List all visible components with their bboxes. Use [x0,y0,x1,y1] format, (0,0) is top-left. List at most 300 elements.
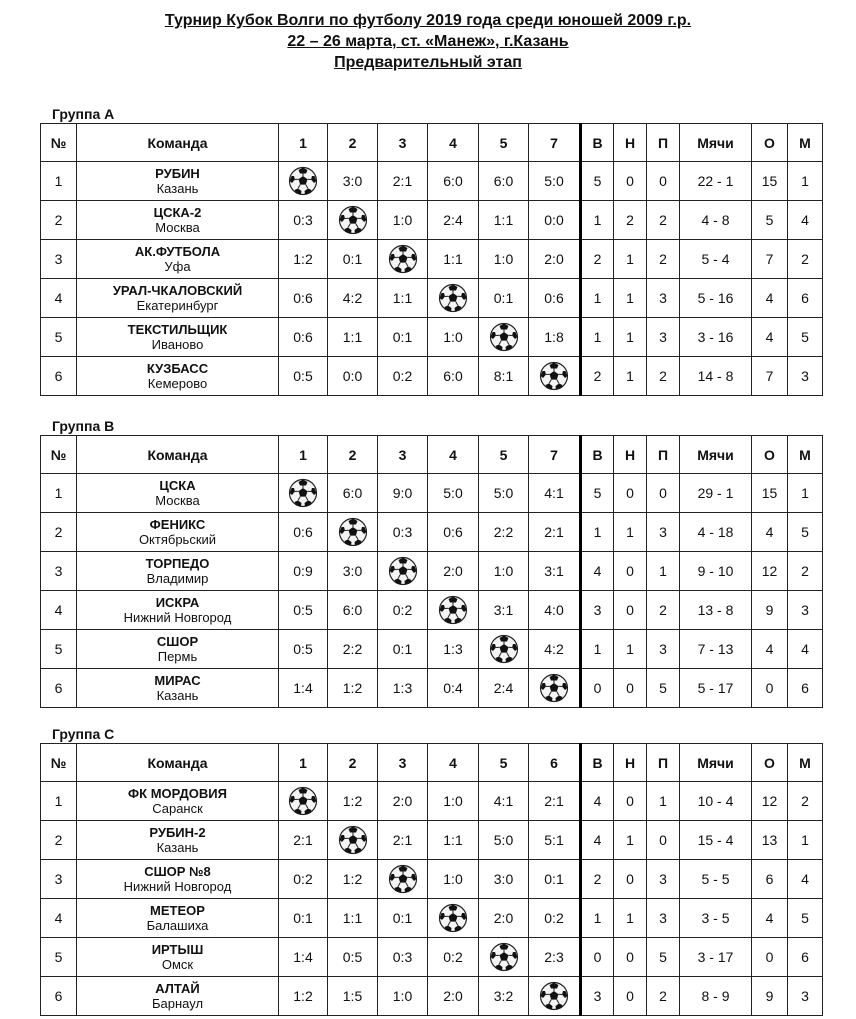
soccer-ball-icon [288,478,318,508]
match-score-cell: 1:0 [378,201,428,240]
match-score-cell: 2:1 [378,821,428,860]
match-score-cell: 6:0 [479,162,529,201]
tournament-title: Турнир Кубок Волги по футболу 2019 года среди юношей 2009 г.р. [164,12,692,29]
team-city: Нижний Новгород [123,879,232,894]
losses-cell: 3 [647,860,680,899]
match-score-cell: 2:1 [279,821,328,860]
match-score-cell: 1:1 [428,821,479,860]
points-cell: 0 [752,669,788,708]
match-score-cell: 0:3 [378,938,428,977]
team-name: АК.ФУТБОЛА [134,244,221,259]
column-header: 5 [479,744,529,782]
column-header: 3 [378,436,428,474]
match-score-cell: 8:1 [479,357,529,396]
soccer-ball-icon [539,981,569,1011]
column-header: О [752,436,788,474]
table-row [41,240,823,279]
team-city: Москва [155,220,200,235]
match-score-cell: 0:6 [279,513,328,552]
match-score-cell: 0:1 [378,630,428,669]
match-score-cell: 0:6 [279,279,328,318]
column-header: 4 [428,124,479,162]
team-city: Казань [156,181,199,196]
match-score-cell [279,782,328,821]
match-score-cell [529,357,581,396]
team-cell [77,552,279,591]
points-cell: 12 [752,782,788,821]
soccer-ball-icon [489,634,519,664]
team-city: Уфа [164,259,191,274]
goals-cell: 5 - 17 [680,669,752,708]
match-score-cell: 1:2 [279,240,328,279]
team-cell [77,938,279,977]
points-cell: 4 [752,318,788,357]
wins-cell: 2 [581,357,614,396]
column-header: М [788,124,823,162]
team-cell [77,591,279,630]
points-cell: 9 [752,591,788,630]
place-cell: 5 [788,318,823,357]
team-cell [77,630,279,669]
losses-cell: 2 [647,240,680,279]
goals-cell: 5 - 16 [680,279,752,318]
soccer-ball-icon [489,322,519,352]
soccer-ball-icon [489,942,519,972]
team-number-cell: 6 [41,977,77,1016]
draws-cell: 0 [614,860,647,899]
team-number-cell: 1 [41,162,77,201]
column-header: Мячи [680,744,752,782]
column-header: Мячи [680,124,752,162]
place-cell: 2 [788,552,823,591]
column-header: № [41,436,77,474]
match-score-cell: 0:5 [279,591,328,630]
team-cell [77,821,279,860]
team-number-cell: 4 [41,899,77,938]
points-cell: 4 [752,513,788,552]
draws-cell: 1 [614,279,647,318]
match-score-cell: 1:2 [328,860,378,899]
team-cell [77,162,279,201]
column-header: Команда [77,124,279,162]
table-row [41,474,823,513]
match-score-cell: 0:3 [279,201,328,240]
points-cell: 0 [752,938,788,977]
group-standings-table [40,743,823,1016]
wins-cell: 2 [581,240,614,279]
match-score-cell: 4:0 [529,591,581,630]
wins-cell: 1 [581,513,614,552]
column-header: 7 [529,436,581,474]
match-score-cell [279,474,328,513]
column-header: П [647,124,680,162]
match-score-cell [479,630,529,669]
wins-cell: 0 [581,938,614,977]
match-score-cell: 6:0 [428,162,479,201]
column-header: Н [614,124,647,162]
table-row [41,552,823,591]
group-title: Группа С [52,726,115,742]
place-cell: 3 [788,591,823,630]
goals-cell: 13 - 8 [680,591,752,630]
points-cell: 5 [752,201,788,240]
table-header-row [41,436,823,474]
team-name: ЦСКА-2 [153,205,202,220]
wins-cell: 1 [581,899,614,938]
match-score-cell: 0:6 [279,318,328,357]
table-row [41,630,823,669]
soccer-ball-icon [539,361,569,391]
match-score-cell: 2:2 [479,513,529,552]
match-score-cell: 2:4 [428,201,479,240]
match-score-cell: 1:1 [479,201,529,240]
points-cell: 15 [752,162,788,201]
match-score-cell [378,240,428,279]
match-score-cell: 6:0 [328,474,378,513]
goals-cell: 3 - 5 [680,899,752,938]
team-cell [77,782,279,821]
team-name: ТЕКСТИЛЬЩИК [127,322,228,337]
match-score-cell [328,821,378,860]
team-city: Иваново [151,337,204,352]
soccer-ball-icon [288,786,318,816]
table-row [41,899,823,938]
wins-cell: 1 [581,630,614,669]
team-name: МЕТЕОР [150,903,205,918]
match-score-cell: 0:1 [328,240,378,279]
match-score-cell: 9:0 [378,474,428,513]
match-score-cell: 1:2 [328,669,378,708]
column-header: 2 [328,436,378,474]
group-title: Группа В [52,418,115,434]
wins-cell: 4 [581,782,614,821]
team-cell [77,860,279,899]
match-score-cell: 3:0 [479,860,529,899]
match-score-cell: 1:5 [328,977,378,1016]
goals-cell: 22 - 1 [680,162,752,201]
column-header: 5 [479,124,529,162]
place-cell: 6 [788,938,823,977]
column-header: № [41,744,77,782]
team-name: ТОРПЕДО [145,556,210,571]
document-header [0,10,856,73]
team-cell [77,474,279,513]
match-score-cell: 2:0 [428,977,479,1016]
place-cell: 2 [788,782,823,821]
draws-cell: 1 [614,821,647,860]
match-score-cell: 2:3 [529,938,581,977]
team-number-cell: 4 [41,279,77,318]
column-header: 7 [529,124,581,162]
draws-cell: 0 [614,591,647,630]
team-cell [77,513,279,552]
match-score-cell: 0:0 [529,201,581,240]
draws-cell: 1 [614,240,647,279]
losses-cell: 0 [647,474,680,513]
team-name: СШОР [156,634,199,649]
match-score-cell [428,279,479,318]
goals-cell: 4 - 18 [680,513,752,552]
match-score-cell: 0:4 [428,669,479,708]
losses-cell: 3 [647,513,680,552]
points-cell: 6 [752,860,788,899]
match-score-cell [279,162,328,201]
team-number-cell: 5 [41,938,77,977]
match-score-cell: 2:1 [378,162,428,201]
points-cell: 7 [752,240,788,279]
match-score-cell: 1:3 [378,669,428,708]
goals-cell: 7 - 13 [680,630,752,669]
losses-cell: 3 [647,279,680,318]
match-score-cell: 1:3 [428,630,479,669]
goals-cell: 29 - 1 [680,474,752,513]
column-header: 5 [479,436,529,474]
points-cell: 13 [752,821,788,860]
losses-cell: 2 [647,201,680,240]
team-city: Екатеринбург [136,298,219,313]
team-city: Омск [161,957,194,972]
match-score-cell: 1:1 [328,899,378,938]
match-score-cell [428,591,479,630]
team-city: Саранск [152,801,203,816]
points-cell: 4 [752,279,788,318]
column-header: Н [614,744,647,782]
team-number-cell: 5 [41,318,77,357]
match-score-cell [328,513,378,552]
losses-cell: 5 [647,669,680,708]
match-score-cell [529,977,581,1016]
match-score-cell: 5:1 [529,821,581,860]
losses-cell: 1 [647,782,680,821]
column-header: В [581,124,614,162]
team-cell [77,977,279,1016]
draws-cell: 0 [614,938,647,977]
losses-cell: 5 [647,938,680,977]
tournament-dates-venue: 22 – 26 марта, ст. «Манеж», г.Казань [287,33,569,50]
column-header: 1 [279,744,328,782]
soccer-ball-icon [338,517,368,547]
draws-cell: 0 [614,162,647,201]
losses-cell: 2 [647,977,680,1016]
team-name: ФЕНИКС [149,517,206,532]
goals-cell: 10 - 4 [680,782,752,821]
match-score-cell: 0:1 [479,279,529,318]
match-score-cell: 4:1 [479,782,529,821]
team-number-cell: 4 [41,591,77,630]
team-name: СШОР №8 [144,864,211,879]
place-cell: 4 [788,860,823,899]
team-city: Владимир [146,571,209,586]
match-score-cell: 1:0 [378,977,428,1016]
place-cell: 5 [788,513,823,552]
match-score-cell: 0:1 [378,318,428,357]
soccer-ball-icon [438,283,468,313]
column-header: Н [614,436,647,474]
column-header: 4 [428,744,479,782]
match-score-cell: 0:5 [279,630,328,669]
soccer-ball-icon [438,595,468,625]
team-number-cell: 3 [41,860,77,899]
table-header-row [41,124,823,162]
wins-cell: 1 [581,201,614,240]
points-cell: 7 [752,357,788,396]
column-header: О [752,744,788,782]
draws-cell: 2 [614,201,647,240]
match-score-cell [378,552,428,591]
match-score-cell: 0:2 [378,357,428,396]
match-score-cell: 0:1 [378,899,428,938]
match-score-cell: 1:4 [279,938,328,977]
wins-cell: 3 [581,591,614,630]
match-score-cell: 4:2 [529,630,581,669]
column-header: Мячи [680,436,752,474]
match-score-cell: 0:1 [279,899,328,938]
place-cell: 1 [788,474,823,513]
match-score-cell: 1:0 [479,552,529,591]
match-score-cell: 1:0 [428,860,479,899]
stage-title: Предварительный этап [334,54,522,71]
table-row [41,357,823,396]
match-score-cell: 0:5 [328,938,378,977]
table-row [41,201,823,240]
goals-cell: 5 - 4 [680,240,752,279]
team-name: ФК МОРДОВИЯ [128,786,227,801]
losses-cell: 1 [647,552,680,591]
place-cell: 3 [788,977,823,1016]
goals-cell: 3 - 16 [680,318,752,357]
table-row [41,977,823,1016]
match-score-cell: 0:0 [328,357,378,396]
wins-cell: 0 [581,669,614,708]
wins-cell: 4 [581,552,614,591]
column-header: 4 [428,436,479,474]
draws-cell: 0 [614,977,647,1016]
column-header: П [647,744,680,782]
column-header: 3 [378,744,428,782]
place-cell: 1 [788,821,823,860]
match-score-cell: 1:1 [428,240,479,279]
column-header: П [647,436,680,474]
match-score-cell [328,201,378,240]
draws-cell: 1 [614,899,647,938]
column-header: В [581,744,614,782]
match-score-cell: 0:2 [378,591,428,630]
team-number-cell: 3 [41,240,77,279]
column-header: О [752,124,788,162]
table-row [41,821,823,860]
match-score-cell: 0:6 [529,279,581,318]
table-row [41,860,823,899]
team-name: РУБИН-2 [149,825,206,840]
match-score-cell: 0:2 [279,860,328,899]
column-header: 2 [328,124,378,162]
match-score-cell: 1:0 [428,782,479,821]
column-header: В [581,436,614,474]
match-score-cell: 2:4 [479,669,529,708]
wins-cell: 3 [581,977,614,1016]
match-score-cell [479,938,529,977]
team-city: Казань [156,688,199,703]
losses-cell: 0 [647,821,680,860]
group-standings-table [40,123,823,396]
team-number-cell: 1 [41,782,77,821]
wins-cell: 4 [581,821,614,860]
goals-cell: 4 - 8 [680,201,752,240]
column-header: 3 [378,124,428,162]
match-score-cell: 2:2 [328,630,378,669]
points-cell: 9 [752,977,788,1016]
team-city: Москва [155,493,200,508]
match-score-cell: 5:0 [479,474,529,513]
match-score-cell: 6:0 [328,591,378,630]
match-score-cell: 0:6 [428,513,479,552]
points-cell: 15 [752,474,788,513]
draws-cell: 0 [614,782,647,821]
wins-cell: 1 [581,279,614,318]
draws-cell: 1 [614,630,647,669]
column-header: М [788,436,823,474]
column-header: № [41,124,77,162]
match-score-cell: 0:9 [279,552,328,591]
team-city: Кемерово [147,376,208,391]
losses-cell: 3 [647,318,680,357]
match-score-cell [479,318,529,357]
team-cell [77,240,279,279]
goals-cell: 5 - 5 [680,860,752,899]
soccer-ball-icon [388,864,418,894]
column-header: 6 [529,744,581,782]
soccer-ball-icon [288,166,318,196]
soccer-ball-icon [338,825,368,855]
team-number-cell: 6 [41,357,77,396]
losses-cell: 3 [647,630,680,669]
wins-cell: 1 [581,318,614,357]
group-standings-table [40,435,823,708]
place-cell: 5 [788,899,823,938]
column-header: 1 [279,436,328,474]
match-score-cell: 3:0 [328,162,378,201]
match-score-cell: 1:1 [378,279,428,318]
table-row [41,591,823,630]
match-score-cell: 2:0 [479,899,529,938]
team-cell [77,201,279,240]
match-score-cell: 2:0 [529,240,581,279]
team-city: Казань [156,840,199,855]
match-score-cell [378,860,428,899]
team-number-cell: 3 [41,552,77,591]
soccer-ball-icon [388,556,418,586]
wins-cell: 5 [581,474,614,513]
goals-cell: 15 - 4 [680,821,752,860]
match-score-cell: 5:0 [428,474,479,513]
soccer-ball-icon [338,205,368,235]
column-header: Команда [77,744,279,782]
team-name: ИСКРА [155,595,200,610]
team-city: Октябрьский [138,532,217,547]
match-score-cell: 5:0 [529,162,581,201]
draws-cell: 0 [614,552,647,591]
team-name: РУБИН [155,166,200,181]
match-score-cell: 0:2 [529,899,581,938]
place-cell: 4 [788,201,823,240]
match-score-cell: 1:1 [328,318,378,357]
match-score-cell: 1:0 [428,318,479,357]
match-score-cell [529,669,581,708]
table-row [41,162,823,201]
column-header: Команда [77,436,279,474]
match-score-cell: 0:1 [529,860,581,899]
match-score-cell [428,899,479,938]
